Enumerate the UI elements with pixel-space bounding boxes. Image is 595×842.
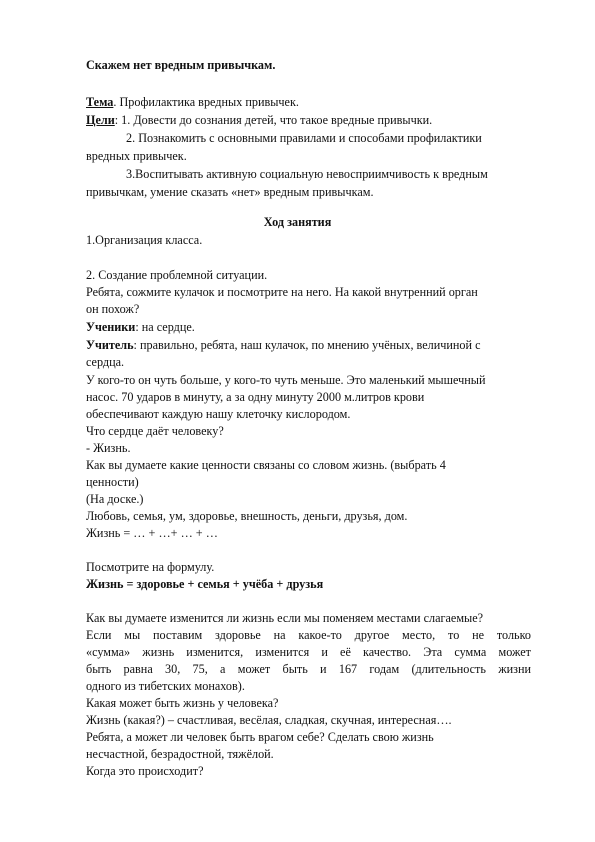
paragraph-5: Жизнь (какая?) – счастливая, весёлая, сладкая, скучная, интересная…. <box>86 713 452 727</box>
problem-line: 2. Создание проблемной ситуации. <box>86 268 268 282</box>
question-4: Какая может быть жизнь у человека? <box>86 696 279 710</box>
question-5: Когда это происходит? <box>86 764 204 778</box>
teacher-label: Учитель <box>86 338 134 352</box>
topic-line <box>86 95 299 109</box>
teacher-text: : правильно, ребята, наш кулачок, по мнению учёных, величиной с <box>133 338 481 352</box>
students-text: : на сердце. <box>135 320 195 334</box>
goals-label: Цели <box>86 113 115 127</box>
values-list: Любовь, семья, ум, здоровье, внешность, деньги, друзья, дом. <box>86 509 408 523</box>
goals-line-3b: привычкам, умение сказать «нет» вредным привычкам. <box>86 185 374 199</box>
paragraph-4a: Если мы поставим здоровье на какое-то другое место, то не только <box>86 628 531 642</box>
formula: Жизнь = здоровье + семья + учёба + друзья <box>86 577 324 591</box>
paragraph-3a: У кого-то он чуть больше, у кого-то чуть меньше. Это маленький мышечный <box>86 373 486 387</box>
board-note: (На доске.) <box>86 492 144 506</box>
question-3: Как вы думаете изменится ли жизнь если мы поменяем местами слагаемые? <box>86 611 484 625</box>
org-line: 1.Организация класса. <box>86 233 203 247</box>
paragraph-4b: «сумма» жизнь изменится, изменится и её качество. Эта сумма может <box>86 645 531 659</box>
teacher-line <box>86 338 481 352</box>
paragraph-1a: Ребята, сожмите кулачок и посмотрите на него. На какой внутренний орган <box>86 285 478 299</box>
document-title: Скажем нет вредным привычкам. <box>86 58 276 72</box>
goals-line-3: 3.Воспитывать активную социальную невосприимчивость к вредным <box>126 167 488 181</box>
students-label: Ученики <box>86 320 136 334</box>
answer-1: - Жизнь. <box>86 441 131 455</box>
goals-line-2: 2. Познакомить с основными правилами и способами профилактики <box>126 131 482 145</box>
lesson-heading: Ход занятия <box>263 215 332 229</box>
paragraph-4d: одного из тибетских монахов). <box>86 679 245 693</box>
students-line <box>86 320 195 334</box>
goals-line-1 <box>86 113 432 127</box>
question-2b: ценности) <box>86 475 139 489</box>
formula-blank: Жизнь = … + …+ … + … <box>86 526 218 540</box>
paragraph-1b: он похож? <box>86 302 140 316</box>
look-formula: Посмотрите на формулу. <box>86 560 215 574</box>
goals-line-2b: вредных привычек. <box>86 149 187 163</box>
question-1: Что сердце даёт человеку? <box>86 424 224 438</box>
paragraph-4c: быть равна 30, 75, а может быть и 167 годам (длительность жизни <box>86 662 531 676</box>
topic-label: Тема <box>86 95 114 109</box>
paragraph-2: сердца. <box>86 355 125 369</box>
paragraph-3c: обеспечивают каждую нашу клеточку кислородом. <box>86 407 351 421</box>
paragraph-6b: несчастной, безрадостной, тяжёлой. <box>86 747 274 761</box>
paragraph-3b: насос. 70 ударов в минуту, а за одну минуту 2000 м.литров крови <box>86 390 425 404</box>
paragraph-6a: Ребята, а может ли человек быть врагом себе? Сделать свою жизнь <box>86 730 434 744</box>
topic-text: . Профилактика вредных привычек. <box>113 95 299 109</box>
goals-text-1: : 1. Довести до сознания детей, что такое вредные привычки. <box>114 113 433 127</box>
question-2a: Как вы думаете какие ценности связаны со словом жизнь. (выбрать 4 <box>86 458 446 472</box>
